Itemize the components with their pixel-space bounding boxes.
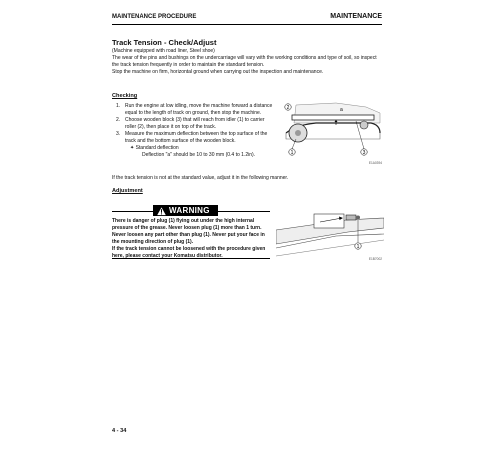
page-number: 4 - 34: [112, 428, 127, 434]
section-title: Track Tension - Check/Adjust: [112, 38, 217, 47]
warning-paragraph: Never loosen any part other than plug (1). Never put your face in the mounting direction of plug (1).: [112, 232, 265, 245]
callout-a: a: [340, 107, 343, 113]
step-number: 2.: [116, 117, 121, 123]
standard-deflection-value: Deflection "a" should be 10 to 30 mm (0.4 to 1.2in).: [142, 152, 256, 158]
adjustment-heading: Adjustment: [112, 188, 143, 194]
warning-triangle-icon: [156, 206, 167, 216]
intro-line: The wear of the pins and bushings on the undercarriage will vary with the working conditions and type of soil, so inspect the track tension frequently in order to maintain the standard tension.: [112, 55, 377, 68]
page-header: [112, 14, 382, 24]
warning-paragraph: If the track tension cannot be loosened with the procedure given here, please contact your Komatsu distributor.: [112, 246, 266, 259]
checking-heading: Checking: [112, 93, 138, 99]
step-text: Run the engine at low idling, move the machine forward a distance equal to the length of track on ground, then stop the machine.: [125, 103, 273, 116]
cover-window: [314, 214, 344, 228]
step-number: 1.: [116, 103, 121, 109]
step-item: [116, 131, 274, 145]
grease-plug: [346, 215, 356, 220]
figure-code: E1A0394: [368, 161, 382, 165]
header-right: MAINTENANCE: [330, 13, 382, 20]
callout-3: 3: [362, 150, 366, 156]
callout-1: 1: [290, 150, 294, 156]
warning-text: [112, 218, 270, 261]
intro-line: (Machine equipped with road liner, Steel shoe): [112, 48, 215, 54]
step-item: [116, 117, 274, 131]
callout-1: 1: [356, 244, 360, 250]
wooden-block: [292, 115, 374, 120]
standard-deflection-label: ✦ Standard deflection: [130, 145, 179, 151]
warning-banner: [112, 206, 270, 216]
intro-line: Stop the machine on firm, horizontal ground when carrying out the inspection and maintenance.: [112, 69, 324, 75]
step-text: Measure the maximum deflection between the top surface of the track and the bottom surface of the wooden block.: [125, 131, 268, 144]
warning-bottom-rule: [112, 258, 270, 259]
section-intro: [112, 48, 384, 76]
checking-steps: [116, 103, 274, 159]
step-item: [116, 103, 274, 117]
header-rule: [112, 24, 382, 25]
grease-plug-figure: [276, 200, 384, 262]
header-left: MAINTENANCE PROCEDURE: [112, 14, 197, 20]
figure-code: E1B7002: [368, 257, 382, 261]
callout-2: 2: [286, 105, 290, 111]
step-number: 3.: [116, 131, 121, 137]
step-text: Choose wooden block (3) that will reach from idler (1) to carrier roller (2), then place it on top of the track.: [125, 117, 265, 130]
warning-label: WARNING: [153, 205, 218, 216]
track-deflection-figure: [276, 99, 384, 167]
after-note: If the track tension is not at the standard value, adjust it in the following manner.: [112, 175, 289, 181]
warning-paragraph: There is danger of plug (1) flying out under the high internal pressure of the grease. Never loosen plug (1) more than 1 turn.: [112, 218, 262, 231]
carrier-roller: [360, 121, 368, 129]
